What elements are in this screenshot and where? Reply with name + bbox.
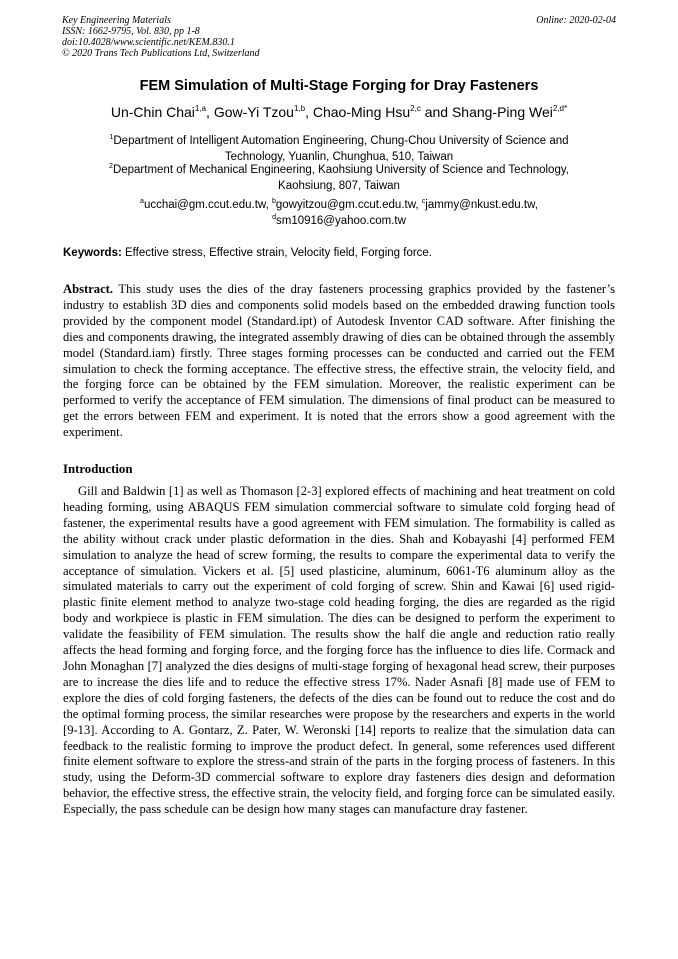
section-heading-introduction: Introduction — [63, 462, 133, 476]
paper-title: FEM Simulation of Multi-Stage Forging for Dray Fasteners — [139, 78, 539, 94]
affiliation-line: Department of Mechanical Engineering, Kaohsiung University of Science and Technology, — [112, 164, 569, 176]
author-name: Gow-Yi Tzou — [213, 104, 294, 120]
author-affiliation-mark: 2,c — [410, 104, 421, 113]
author-separator: , — [206, 104, 214, 120]
email-address[interactable]: ucchai@gm.ccut.edu.tw — [143, 199, 266, 211]
online-date: Online: 2020-02-04 — [536, 15, 616, 26]
email-separator: , — [415, 199, 422, 211]
author-name: Shang-Ping Wei — [451, 104, 553, 120]
email-mark: b — [271, 198, 276, 205]
abstract — [63, 282, 615, 441]
affiliation-mark: 2 — [109, 163, 113, 170]
doi-line: doi:10.4028/www.scientific.net/KEM.830.1 — [62, 37, 235, 48]
email-mark: c — [421, 198, 426, 205]
email-list — [70, 197, 608, 229]
email-separator: , — [265, 199, 272, 211]
affiliation-mark: 1 — [109, 134, 114, 141]
affiliation-line: Technology, Yuanlin, Chunghua, 510, Taiwan — [224, 151, 454, 163]
introduction-paragraph: Gill and Baldwin [1] as well as Thomason [2-3] explored effects of machining and heat treatment on cold heading forming, using ABAQUS FEM simulation commercial software to simulate cold forging head of fastener, the experimental results have a good agreement with FEM simulation. The formability is called as the ability without crack under plastic deformation in the dies. Shah and Kobayashi [4] performed FEM simulation to analyze the head of screw forming, the results to compare the experimental data to verify the acceptance of simulation. Vickers et al. [5] used plasticine, aluminum, 6061-T6 aluminum alloy as the simulated materials to carry out the experiment of cold forging of screw. Shin and Kawai [6] used rigid-plastic finite element method to analyze two-stage cold heading forging, the dies are regarded as the rigid body and workpiece is plastic in FEM simulation. The dies can be designed to perform the experiment to validate the feasibility of FEM simulation. The results show the half die angle and reduction ratio really affects the head forming and forging force, and the forging force has the influence to dies life. Cormack and John Monaghan [7] analyzed the dies designs of multi-stage forging of hexagonal head screw, their purposes are to increase the dies life and to reduce the effective stress 17%. Nader Asnafi [8] made use of FEM to explore the dies of cold forging fasteners, the defects of the dies can be found out to reduce the cost and do the optimal forming process, the similar researches were propose by the researchers and experts in the world [9-13]. According to A. Gontarz, Z. Pater, W. Weronski [14] reports to realize that the simulation data can feedback to the realistic forming to improve the product defect. In general, some references used different finite element software to explore the stress-and strain of the parts in the forging process of fasteners. In this study, using the Deform-3D commercial software to explore dray fasteners dies design and deformation behavior, the effective stress, the effective strain, the velocity field, and forging force can be simulated easily. Especially, the pass schedule can be design how many stages can manufacture dray fastener. — [63, 484, 615, 817]
affiliation-1 — [70, 133, 608, 165]
author-name: Chao-Ming Hsu — [312, 104, 411, 120]
email-address[interactable]: jammy@nkust.edu.tw — [425, 199, 535, 211]
affiliation-line: Department of Intelligent Automation Engineering, Chung-Chou University of Science and — [113, 135, 569, 147]
abstract-label: Abstract. — [63, 282, 114, 296]
author-separator: , — [305, 104, 313, 120]
affiliation-2 — [70, 162, 608, 194]
keywords-text: Effective stress, Effective strain, Velocity field, Forging force. — [121, 247, 433, 259]
email-mark: d — [272, 214, 276, 221]
author-affiliation-mark: 1,b — [293, 104, 306, 113]
keywords-label: Keywords: — [63, 247, 122, 259]
author-list — [30, 104, 648, 120]
author-name: Un-Chin Chai — [110, 104, 195, 120]
email-mark: a — [140, 198, 144, 205]
affiliation-line: Kaohsiung, 807, Taiwan — [278, 180, 400, 192]
issn-line: ISSN: 1662-9795, Vol. 830, pp 1-8 — [62, 26, 200, 37]
keywords — [63, 245, 615, 261]
abstract-text: This study uses the dies of the dray fasteners processing graphics provided by the fastener’s industry to establish 3D dies and components solid models based on the embedded drawing function tools provided by the component model (Standard.ipt) of Autodesk Inventor CAD software. After finishing the dies and components drawing, the integrated assembly drawing of dies can be obtained through the assembly model (Standard.iam) firstly. Three stages forming processes can be conducted and carried out the FEM simulation to check the forming acceptance. The effective stress, the effective strain, the velocity field, and the forging force can be obtained by the FEM simulation. Moreover, the realistic experiment can be performed to verify the acceptance of FEM simulation. The dimensions of final product can be measured to get the errors between FEM and experiment. It is noted that the errors show a good agreement with the experiment. — [63, 282, 615, 440]
author-affiliation-mark: 1,a — [194, 104, 207, 113]
email-separator: , — [534, 199, 538, 211]
email-address[interactable]: sm10916@yahoo.com.tw — [275, 215, 406, 227]
email-address[interactable]: gowyitzou@gm.ccut.edu.tw — [275, 199, 416, 211]
journal-name: Key Engineering Materials — [62, 15, 171, 26]
author-affiliation-mark: 2,d* — [552, 104, 568, 113]
author-separator: and — [420, 104, 452, 120]
journal-header — [62, 15, 260, 59]
copyright-line: © 2020 Trans Tech Publications Ltd, Switzerland — [62, 48, 260, 59]
